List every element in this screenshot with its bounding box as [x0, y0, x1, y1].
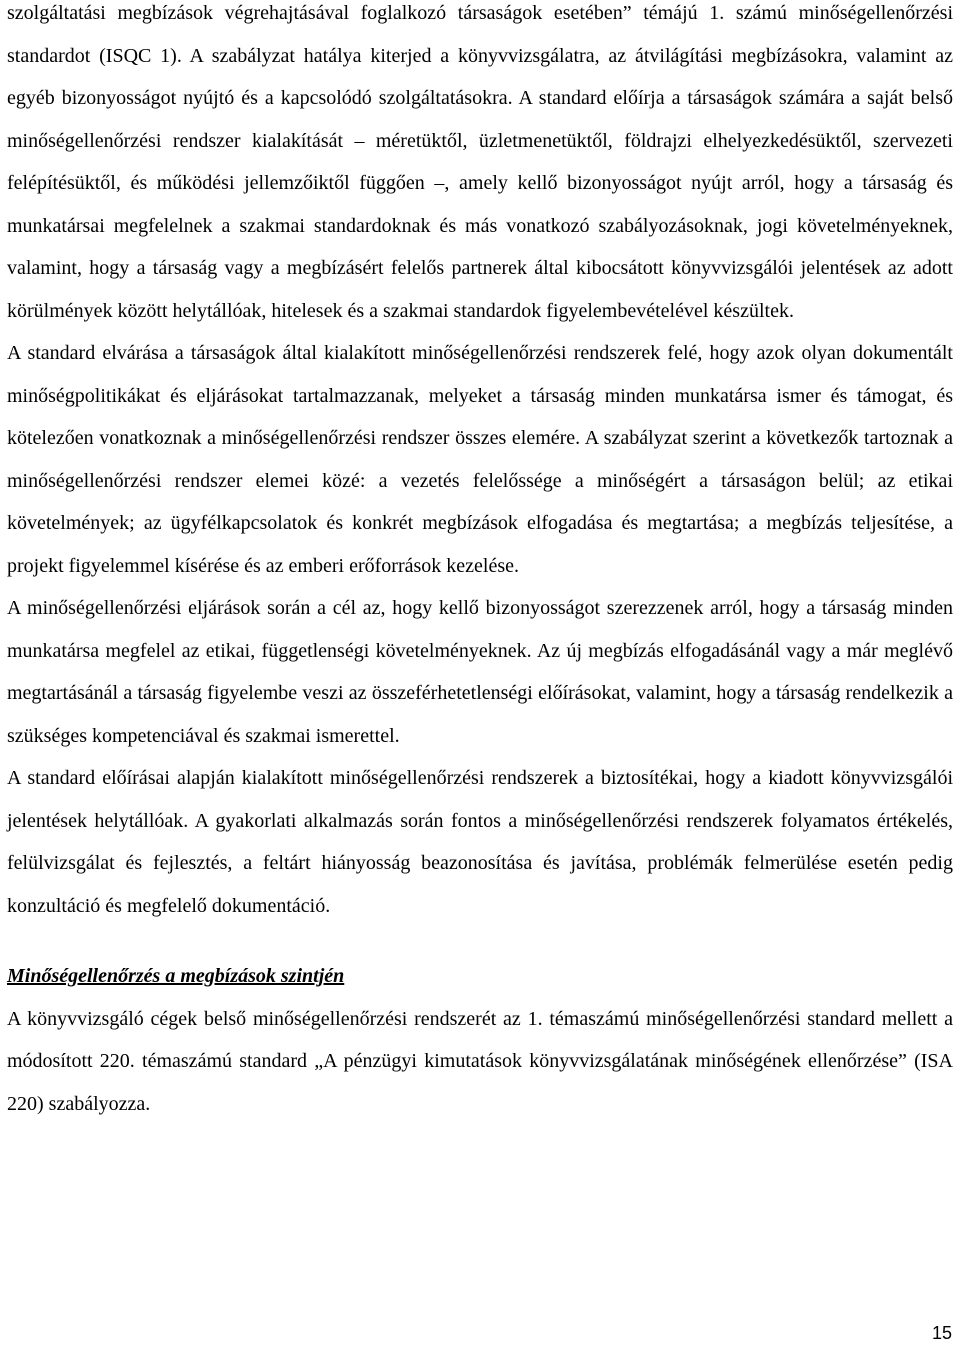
section-heading: Minőségellenőrzés a megbízások szintjén [7, 965, 345, 987]
body-paragraph-3: A minőségellenőrzési eljárások során a cél az, hogy kellő bizonyosságot szerezzenek arról, hogy a társaság minden munkatársa megfelel az etikai, függetlenségi követelményeknek. Az új megbízás elfogadásánál vagy a már meglévő megtartásánál a társaság figyelembe veszi az összeférhetetlenségi előírásokat, valamint, hogy a társaság rendelkezik a szükséges kompetenciával és szakmai ismerettel. [7, 597, 953, 747]
document-page [7, 0, 953, 1125]
page-number: 15 [931, 1323, 952, 1343]
body-paragraph-2: A standard elvárása a társaságok által kialakított minőségellenőrzési rendszerek felé, hogy azok olyan dokumentált minőségpolitikákat és eljárásokat tartalmazzanak, melyeket a társaság minden munkatársa ismer és támogat, és kötelezően vonatkoznak a minőségellenőrzési rendszer összes elemére. A szabályzat szerint a következők tartoznak a minőségellenőrzési rendszer elemei közé: a vezetés felelőssége a minőségért a társaságon belül; az etikai követelmények; az ügyfélkapcsolatok és konkrét megbízások elfogadása és megtartása; a megbízás teljesítése, a projekt figyelemmel kísérése és az emberi erőforrások kezelése. [7, 342, 953, 577]
body-paragraph-4: A standard előírásai alapján kialakított minőségellenőrzési rendszerek a biztosítékai, hogy a kiadott könyvvizsgálói jelentések helytállóak. A gyakorlati alkalmazás során fontos a minőségellenőrzési rendszerek folyamatos értékelés, felülvizsgálat és fejlesztés, a feltárt hiányosság beazonosítása és javítása, problémák felmerülése esetén pedig konzultáció és megfelelő dokumentáció. [7, 767, 953, 917]
section-paragraph: A könyvvizsgáló cégek belső minőségellenőrzési rendszerét az 1. témaszámú minőségellenőrzési standard mellett a módosított 220. témaszámú standard „A pénzügyi kimutatások könyvvizsgálatának minőségének ellenőrzése” (ISA 220) szabályozza. [7, 1007, 953, 1115]
body-paragraph-1: szolgáltatási megbízások végrehajtásával foglalkozó társaságok esetében” témájú 1. számú minőségellenőrzési standardot (ISQC 1). A szabályzat hatálya kiterjed a könyvvizsgálatra, az átvilágítási megbízásokra, valamint az egyéb bizonyosságot nyújtó és a kapcsolódó szolgáltatásokra. A standard előírja a társaságok számára a saját belső minőségellenőrzési rendszer kialakítását – méretüktől, üzletmenetüktől, földrajzi elhelyezkedésüktől, szervezeti felépítésüktől, és működési jellemzőiktől függően –, amely kellő bizonyosságot nyújt arról, hogy a társaság és munkatársai megfelelnek a szakmai standardoknak és más vonatkozó szabályozásoknak, jogi követelményeknek, valamint, hogy a társaság vagy a megbízásért felelős partnerek által kibocsátott könyvvizsgálói jelentések az adott körülmények között helytállóak, hitelesek és a szakmai standardok figyelembevételével készültek. [7, 2, 953, 322]
